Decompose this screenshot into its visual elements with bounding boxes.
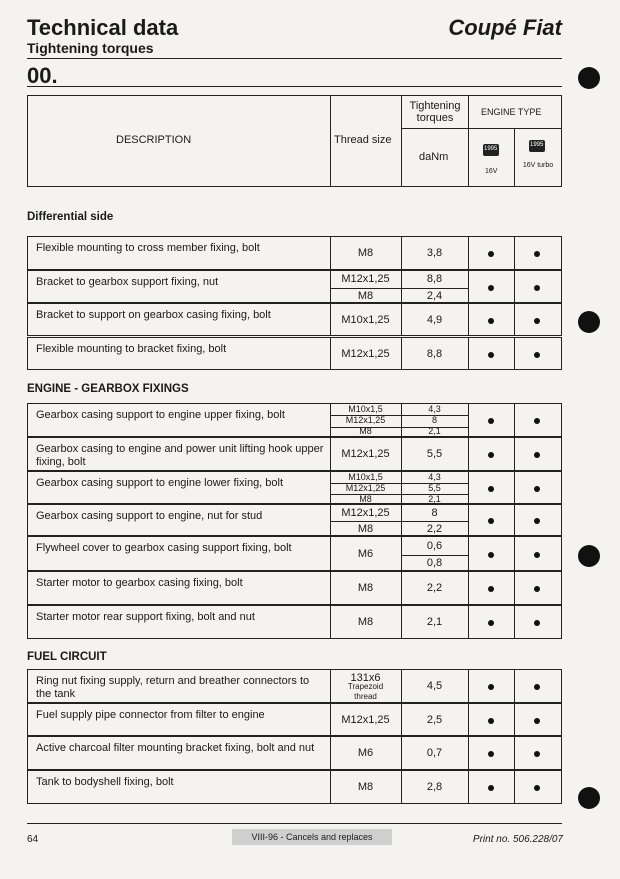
row-description: Fuel supply pipe connector from filter to engine: [36, 709, 265, 721]
table-row: [27, 236, 562, 270]
table-row: [27, 437, 562, 471]
torque-value: 0,8: [426, 557, 443, 570]
torque-value: 2,4: [426, 289, 443, 302]
applicability-dot: [534, 785, 540, 791]
applicability-dot: [534, 586, 540, 592]
thread-size: 131x6: [350, 672, 381, 684]
table-row: [27, 403, 562, 437]
applicability-dot: [534, 452, 540, 458]
engine1-label: 16V: [485, 168, 498, 175]
table-row: [27, 703, 562, 736]
thread-size: M10x1,5: [348, 403, 383, 414]
thread-header: Thread size: [334, 134, 392, 146]
row-description: Flexible mounting to bracket fixing, bolt: [36, 343, 227, 355]
engine-type-header: ENGINE TYPE: [481, 107, 542, 117]
binder-hole: [578, 787, 600, 809]
applicability-dot: [534, 352, 540, 358]
applicability-dot: [488, 552, 494, 558]
torque-value: 2,2: [426, 582, 443, 594]
row-description: Starter motor to gearbox casing fixing, bolt: [36, 577, 243, 589]
applicability-dot: [534, 285, 540, 291]
binder-hole: [578, 545, 600, 567]
row-description: Starter motor rear support fixing, bolt and nut: [36, 611, 255, 623]
applicability-dot: [488, 620, 494, 626]
thread-size: M12x1,25: [341, 347, 390, 360]
applicability-dot: [534, 552, 540, 558]
footer-rule: [27, 823, 562, 824]
torque-value: 5,5: [428, 482, 441, 493]
applicability-dot: [488, 718, 494, 724]
torque-value: 2,1: [428, 493, 441, 504]
brand-name: Coupé Fiat: [448, 15, 562, 40]
description-header: DESCRIPTION: [116, 134, 192, 146]
thread-size: M12x1,25: [341, 448, 390, 460]
applicability-dot: [488, 452, 494, 458]
table-row: [27, 736, 562, 770]
row-description: Tank to bodyshell fixing, bolt: [36, 776, 174, 788]
row-description: Bracket to gearbox support fixing, nut: [36, 276, 219, 288]
header-rule-2: [27, 86, 562, 87]
applicability-dot: [488, 418, 494, 424]
torque-value: 0,7: [426, 747, 443, 759]
row-description: Gearbox casing support to engine lower fixing, bolt: [36, 477, 284, 489]
applicability-dot: [534, 486, 540, 492]
applicability-dot: [488, 318, 494, 324]
torque-value: 5,5: [426, 448, 443, 460]
table-row: [27, 571, 562, 605]
thread-size: Trapezoid: [347, 682, 384, 691]
thread-size: M8: [357, 781, 374, 793]
unit-header: daNm: [419, 151, 449, 163]
thread-size: M12x1,25: [341, 507, 390, 519]
row-description: Ring nut fixing supply, return and breather connectors to the tank: [36, 675, 310, 700]
table-row: [27, 770, 562, 804]
thread-size: M8: [357, 289, 374, 302]
row-description: Gearbox casing support to engine, nut for stud: [36, 510, 263, 522]
torque-value: 2,1: [426, 616, 443, 628]
thread-size: M8: [357, 247, 374, 259]
row-description: Flywheel cover to gearbox casing support fixing, bolt: [36, 542, 292, 554]
table-row: [27, 270, 562, 303]
table-header: [27, 95, 562, 187]
applicability-dot: [534, 751, 540, 757]
table-row: [27, 471, 562, 504]
engine-icon: 1995: [483, 144, 499, 156]
torque-value: 2,2: [426, 523, 443, 535]
thread-size: M6: [357, 747, 374, 759]
thread-size: M12x1,25: [345, 482, 386, 493]
applicability-dot: [488, 352, 494, 358]
thread-size: thread: [354, 692, 377, 701]
thread-size: M8: [359, 493, 372, 504]
torque-value: 4,3: [428, 403, 441, 414]
thread-size: M12x1,25: [341, 273, 390, 286]
torque-value: 4,9: [426, 313, 443, 326]
thread-size: M8: [359, 426, 372, 437]
applicability-dot: [534, 684, 540, 690]
section-code: 00.: [27, 63, 58, 88]
applicability-dot: [534, 718, 540, 724]
print-number: Print no. 506.228/07: [472, 834, 563, 845]
torque-value: 4,3: [428, 471, 441, 482]
torque-value: 8,8: [426, 273, 443, 286]
binder-hole: [578, 311, 600, 333]
applicability-dot: [488, 684, 494, 690]
table-row: [27, 504, 562, 536]
torque-value: 2,5: [426, 713, 443, 726]
torque-value: 4,5: [426, 680, 443, 692]
applicability-dot: [534, 620, 540, 626]
applicability-dot: [488, 518, 494, 524]
binder-hole: [578, 67, 600, 89]
table-row: [27, 669, 562, 703]
row-description: Flexible mounting to cross member fixing, bolt: [36, 242, 260, 254]
applicability-dot: [534, 518, 540, 524]
thread-size: M10x1,5: [348, 471, 383, 482]
section-engine: ENGINE - GEARBOX FIXINGS: [27, 383, 189, 395]
thread-size: M8: [357, 582, 374, 594]
revision-stamp: VIII-96 - Cancels and replaces: [232, 829, 392, 845]
applicability-dot: [534, 418, 540, 424]
applicability-dot: [534, 251, 540, 257]
table-row: [27, 337, 562, 370]
thread-size: M8: [357, 523, 374, 535]
engine-icon: 1995: [529, 140, 545, 152]
torque-value: 2,8: [426, 781, 443, 793]
table-row: [27, 303, 562, 336]
torque-header: Tightening torques: [409, 100, 461, 124]
header-rule: [27, 58, 562, 59]
thread-size: M12x1,25: [341, 713, 390, 726]
row-description: Active charcoal filter mounting bracket fixing, bolt and nut: [36, 742, 315, 754]
page-subtitle: Tightening torques: [27, 40, 154, 56]
section-fuel: FUEL CIRCUIT: [27, 651, 107, 663]
page-title: Technical data: [27, 15, 179, 40]
applicability-dot: [488, 486, 494, 492]
torque-value: 8: [431, 415, 437, 425]
table-row: [27, 536, 562, 571]
applicability-dot: [488, 785, 494, 791]
applicability-dot: [488, 586, 494, 592]
section-differential: Differential side: [27, 211, 114, 223]
applicability-dot: [488, 285, 494, 291]
thread-size: M8: [357, 616, 374, 628]
torque-value: 0,6: [426, 539, 443, 552]
thread-size: M10x1,25: [341, 313, 390, 326]
thread-size: M6: [357, 547, 374, 560]
torque-value: 3,8: [426, 247, 443, 259]
applicability-dot: [488, 251, 494, 257]
engine2-label: 16V turbo: [522, 162, 554, 169]
table-row: [27, 605, 562, 639]
page-number: 64: [27, 834, 39, 845]
torque-value: 8: [431, 507, 438, 519]
row-description: Gearbox casing to engine and power unit lifting hook upper fixing, bolt: [36, 443, 324, 468]
thread-size: M12x1,25: [345, 415, 386, 425]
row-description: Bracket to support on gearbox casing fixing, bolt: [36, 309, 271, 321]
applicability-dot: [534, 318, 540, 324]
applicability-dot: [488, 751, 494, 757]
torque-value: 2,1: [428, 426, 441, 437]
torque-value: 8,8: [426, 347, 443, 360]
row-description: Gearbox casing support to engine upper fixing, bolt: [36, 409, 285, 421]
